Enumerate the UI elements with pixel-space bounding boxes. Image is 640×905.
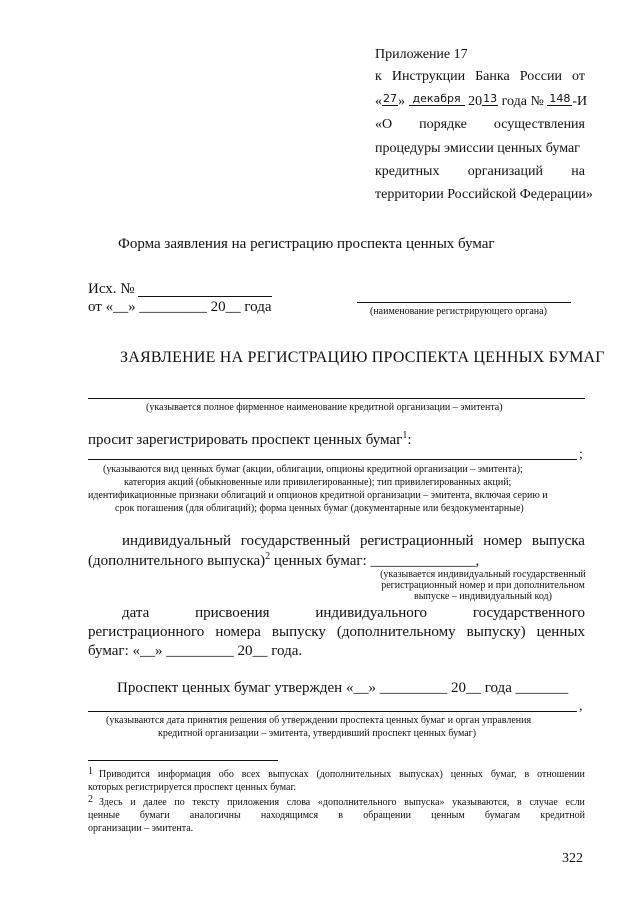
word: от <box>572 69 585 84</box>
securities-caption-line1: (указываются вид ценных бумаг (акции, облигации, опционы кредитной организации – эмитента); <box>103 464 523 475</box>
word: «О <box>375 117 393 132</box>
word: выпуска <box>531 533 585 549</box>
footnote-ref: 2 <box>265 551 271 562</box>
word: дата <box>122 605 150 621</box>
request-colon: : <box>407 432 412 448</box>
word: случае <box>529 797 558 808</box>
securities-caption-line2: категория акций (обыкновенные или привилегированные); тип привилегированных акций; <box>124 477 512 488</box>
word: государственного <box>472 605 585 621</box>
word: номер <box>483 533 523 549</box>
assign-date-line1 <box>122 605 585 622</box>
outgoing-date: от «__» _________ 20__ года <box>88 299 272 315</box>
word: отношении <box>537 769 585 780</box>
reg-number-tail: ценных бумаг: ______________, <box>270 553 480 569</box>
reg-number-line2 <box>88 551 479 570</box>
word: всех <box>241 769 261 780</box>
word: «дополнительного <box>317 797 397 808</box>
securities-line <box>88 459 577 460</box>
appendix-line-territory: территории Российской Федерации» <box>375 187 593 202</box>
word: информация <box>157 769 211 780</box>
outgoing-number-label: Исх. № <box>88 281 135 297</box>
word: ценным <box>431 810 465 821</box>
word: бумаг, <box>490 769 517 780</box>
word: в <box>517 797 522 808</box>
word: ценных <box>450 769 483 780</box>
date-year: 13 <box>483 92 498 105</box>
word: выпусках <box>268 769 309 780</box>
caption-line: регистрационный номер и при дополнительном <box>381 580 585 591</box>
word: регистрационный <box>359 533 474 549</box>
word: и <box>130 797 136 808</box>
securities-caption-line4: срок погашения (для облигаций); форма ценных бумаг (документарные или бездокументарные) <box>115 503 524 514</box>
reg-number-line1 <box>122 533 585 550</box>
word: индивидуального <box>315 605 428 621</box>
word: кредитных <box>375 164 440 179</box>
authority-line <box>357 302 571 303</box>
reg-number-caption <box>378 569 588 602</box>
word: обо <box>218 769 234 780</box>
main-title: ЗАЯВЛЕНИЕ НА РЕГИСТРАЦИЮ ПРОСПЕКТА ЦЕННЫХ БУМАГ <box>120 349 605 366</box>
instruction-number-suffix: -И <box>572 94 588 109</box>
word: организаций <box>467 164 543 179</box>
word: аналогичны <box>189 810 241 821</box>
word: обращении <box>363 810 411 821</box>
footnote-2-ref: 2 <box>88 794 93 805</box>
word: (дополнительному <box>336 624 456 640</box>
word: регистрационного <box>88 624 205 640</box>
word: ценные <box>88 810 120 821</box>
footnote-1-line1 <box>99 769 585 780</box>
securities-line-semicolon: ; <box>579 447 583 462</box>
date-month: декабря <box>409 92 465 106</box>
word: номера <box>215 624 261 640</box>
word: на <box>571 164 585 179</box>
appendix-line-procedure <box>375 117 585 133</box>
word: выпуска» <box>404 797 445 808</box>
outgoing-number-line <box>138 296 272 297</box>
word: государственный <box>240 533 351 549</box>
word: России <box>519 69 562 84</box>
word: если <box>565 797 585 808</box>
assign-date-line2 <box>88 624 585 641</box>
word: выпуску) <box>466 624 526 640</box>
request-text <box>88 430 411 449</box>
word: индивидуальный <box>122 533 232 549</box>
date-open-quote: « <box>375 94 382 109</box>
word: выпусках) <box>399 769 443 780</box>
word: слова <box>286 797 311 808</box>
word: кредитной <box>540 810 585 821</box>
request-label: просит зарегистрировать проспект ценных бумаг <box>88 432 403 448</box>
date-close-quote: » <box>398 94 405 109</box>
approval-caption-line1: (указываются дата принятия решения об утверждении проспекта ценных бумаг и орган управления <box>106 715 532 726</box>
word: в <box>338 810 344 821</box>
form-title: Форма заявления на регистрацию проспекта ценных бумаг <box>118 236 495 252</box>
word: приложения <box>227 797 280 808</box>
word: находящимся <box>260 810 319 821</box>
word: выпуску <box>271 624 326 640</box>
word: ценных <box>536 624 585 640</box>
footnote-1-line2: которых регистрируется проспект ценных бумаг. <box>88 782 296 793</box>
footnote-2-line3: организации – эмитента. <box>88 823 194 834</box>
approval-line <box>88 711 577 712</box>
approval-caption-line2: кредитной организации – эмитента, утвердивший проспект ценных бумаг) <box>158 728 477 739</box>
word: в <box>524 769 530 780</box>
word: к <box>375 69 382 84</box>
word: тексту <box>192 797 220 808</box>
word: далее <box>143 797 167 808</box>
word: Здесь <box>99 797 123 808</box>
securities-caption-line3: идентификационные признаки облигаций и опционов кредитной организации – эмитента, включая серию и <box>88 490 548 501</box>
appendix-line-date <box>375 94 587 110</box>
year-number-label: года № <box>501 94 544 109</box>
assign-date-line3: бумаг: «__» _________ 20__ года. <box>88 643 303 659</box>
word: осуществления <box>493 117 585 132</box>
date-year-prefix: 20 <box>468 94 483 109</box>
word: бумаги <box>139 810 170 821</box>
word: (дополнительных <box>316 769 392 780</box>
word: присвоения <box>195 605 270 621</box>
word: Инструкции <box>391 69 466 84</box>
appendix-line-credit-orgs <box>375 164 585 180</box>
caption-line: выпуске – индивидуальный код) <box>414 591 552 602</box>
footnote-2-line2 <box>88 810 585 821</box>
appendix-title: Приложение 17 <box>375 47 468 62</box>
issuer-caption: (указывается полное фирменное наименование кредитной организации – эмитента) <box>146 402 503 413</box>
page-number: 322 <box>562 851 583 866</box>
instruction-number: 148 <box>549 92 571 105</box>
word: указываются, <box>452 797 510 808</box>
appendix-line-instruction <box>375 69 585 85</box>
approval-text: Проспект ценных бумаг утвержден «__» _________ 20__ года _______ <box>117 680 569 696</box>
footnote-2-line1 <box>99 797 585 808</box>
footnote-ref: 1 <box>402 430 408 441</box>
word: Приводится <box>99 769 150 780</box>
appendix-line-emission: процедуры эмиссии ценных бумаг <box>375 141 580 156</box>
date-day: 27 <box>383 92 397 105</box>
approval-line-comma: , <box>579 699 583 714</box>
word: по <box>174 797 185 808</box>
authority-caption: (наименование регистрирующего органа) <box>370 306 547 317</box>
caption-line: (указывается индивидуальный государственный <box>380 569 586 580</box>
footnote-1-ref: 1 <box>88 766 93 777</box>
reg-number-label: (дополнительного выпуска) <box>88 553 266 569</box>
issuer-line <box>88 398 585 399</box>
footnote-separator <box>88 760 278 761</box>
word: порядке <box>419 117 467 132</box>
word: Банка <box>475 69 510 84</box>
word: бумагам <box>484 810 521 821</box>
